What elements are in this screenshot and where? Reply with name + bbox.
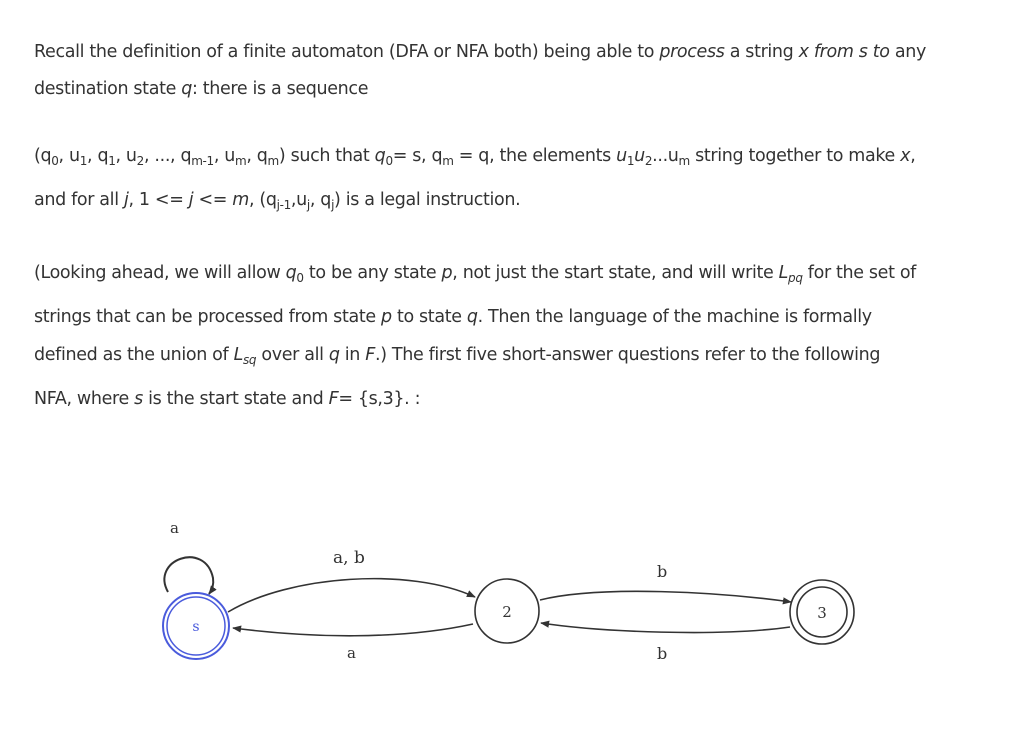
state-3-label: 3 bbox=[817, 604, 827, 622]
label-s-s: a bbox=[170, 519, 179, 537]
paragraph-looking-ahead: (Looking ahead, we will allow $q_0$ to be any state p, not just the start state, and will write $L_{pq}$ for the set of strings that can be processed from state p to state q. Then the language of the machine is formally defined as the union of $L_{sq}$ over all q in F.) The first five short-answer questions refer to the following NFA, where s is the start state and F= {s,3}. : bbox=[34, 263, 916, 409]
transition-3-2 bbox=[541, 623, 790, 633]
transition-s-2 bbox=[228, 579, 475, 612]
label-s-2: a, b bbox=[333, 548, 365, 568]
transition-2-3 bbox=[540, 591, 791, 602]
state-3 bbox=[790, 580, 854, 644]
paragraph-definition: Recall the definition of a finite automaton (DFA or NFA both) being able to process a string x from s to any destination state q: there is a sequence bbox=[34, 42, 926, 99]
state-2-label: 2 bbox=[502, 603, 512, 621]
transition-s-s bbox=[164, 557, 213, 594]
paragraph-sequence: ($q_0$, $u_1$, $q_1$, $u_2$, ..., $q_{m-1}$, $u_m$, $q_m$) such that $q_0= s$, $q_m = q$, the elements $u_1u_2...u_m$ string together to make x, and for all j, 1 <= j <= m, ($q_{j-1},u_j$, $q_j$) is a legal instruction. bbox=[34, 146, 916, 212]
state-s-label: s bbox=[192, 619, 200, 635]
state-2 bbox=[475, 579, 539, 643]
state-s bbox=[163, 593, 229, 659]
label-2-3: b bbox=[657, 562, 668, 581]
label-2-s: a bbox=[347, 644, 356, 662]
label-3-2: b bbox=[657, 644, 668, 663]
transition-2-s bbox=[233, 624, 473, 636]
